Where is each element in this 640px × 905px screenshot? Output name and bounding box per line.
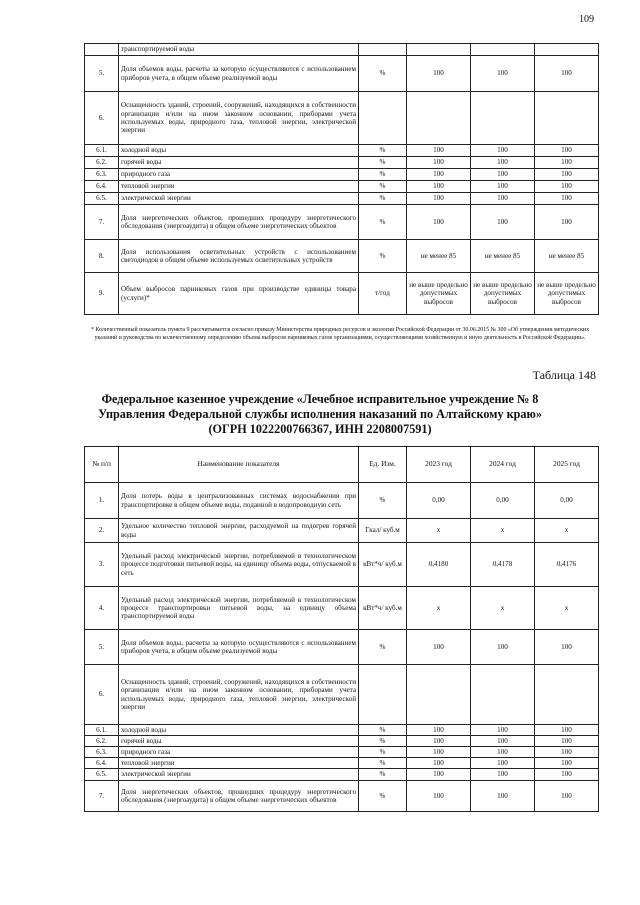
table-row [85,543,599,587]
table-row [85,665,599,725]
table-row [85,736,599,747]
indicator-name: природного газа [119,747,359,758]
value-2025: 100 [535,747,599,758]
unit: % [359,747,407,758]
value-2023: 0,4180 [407,543,471,587]
value-2024: 100 [471,169,535,181]
indicators-table-continued [84,43,599,315]
value-2023: 100 [407,157,471,169]
unit: % [359,736,407,747]
value-2024: не менее 85 [471,240,535,273]
row-number: 6. [85,92,119,145]
row-number: 4. [85,587,119,630]
indicator-name: Доля объемов воды, расчеты за которую осуществляются с использованием приборов учета, в общем объеме реализуемой воды [119,630,359,665]
table-row [85,56,599,92]
table-row [85,240,599,273]
value-2023: 100 [407,205,471,240]
unit: % [359,769,407,781]
page-number: 109 [579,14,594,25]
header-2023: 2023 год [407,447,471,483]
unit: Гкал/ куб.м [359,519,407,543]
row-number: 6.1. [85,145,119,157]
value-2023: 100 [407,781,471,812]
row-number: 3. [85,543,119,587]
row-number: 6.2. [85,157,119,169]
org-line-3: (ОГРН 1022200766367, ИНН 2208007591) [208,422,432,436]
value-2024: 100 [471,758,535,769]
unit: % [359,157,407,169]
value-2024: 100 [471,145,535,157]
value-2024: 100 [471,193,535,205]
indicator-name: холодной воды [119,725,359,736]
value-2024: 100 [471,747,535,758]
value-2024: 100 [471,205,535,240]
value-2025: 100 [535,725,599,736]
indicator-name: природного газа [119,169,359,181]
header-num: № п/п [85,447,119,483]
header-2024: 2024 год [471,447,535,483]
table-label: Таблица 148 [532,368,596,382]
indicator-name: Объем выбросов парниковых газов при производстве единицы товара (услуги)* [119,273,359,315]
value-2025: не менее 85 [535,240,599,273]
value-2023: не выше предельно допустимых выбросов [407,273,471,315]
table-row [85,169,599,181]
value-2023: не менее 85 [407,240,471,273]
organization-heading [90,392,550,437]
value-2023 [407,92,471,145]
unit: % [359,781,407,812]
table-row [85,145,599,157]
value-2025: 100 [535,758,599,769]
value-2023: 100 [407,56,471,92]
value-2024: 100 [471,630,535,665]
unit: % [359,758,407,769]
table-row [85,181,599,193]
unit: % [359,193,407,205]
value-2024: х [471,519,535,543]
value-2024: 100 [471,736,535,747]
indicator-name: электрической энергии [119,769,359,781]
table-row [85,758,599,769]
value-2025: 0,00 [535,483,599,519]
value-2023: 100 [407,169,471,181]
row-number: 6.5. [85,193,119,205]
unit: % [359,56,407,92]
value-2025 [535,665,599,725]
value-2025: 100 [535,781,599,812]
value-2024: 100 [471,725,535,736]
row-number: 5. [85,630,119,665]
value-2025 [535,44,599,56]
indicator-name: Оснащенность зданий, строений, сооружений, находящихся в собственности организации и/или на ином законном основании, приборами учета используемых воды, природного газа, тепловой энергии, электрической энергии [119,92,359,145]
table-row [85,483,599,519]
row-number: 6.5. [85,769,119,781]
row-number: 6.4. [85,181,119,193]
value-2024 [471,92,535,145]
value-2023: 100 [407,145,471,157]
value-2024: 0,00 [471,483,535,519]
table-row [85,273,599,315]
unit: % [359,630,407,665]
indicator-name: Доля энергетических объектов, прошедших процедуру энергетического обследования (энергоаудита) в общем объеме энергетических объектов [119,205,359,240]
indicator-name: тепловой энергии [119,758,359,769]
value-2023: 0,00 [407,483,471,519]
unit [359,665,407,725]
value-2025: 100 [535,630,599,665]
indicator-name: Доля потерь воды в централизованных системах водоснабжения при транспортировке в общем объеме воды, поданной в водопроводную сеть [119,483,359,519]
indicator-name: Удельное количество тепловой энергии, расходуемой на подогрев горячей воды [119,519,359,543]
unit: % [359,205,407,240]
table-row [85,725,599,736]
value-2024 [471,665,535,725]
indicator-name: электрической энергии [119,193,359,205]
value-2023: 100 [407,769,471,781]
value-2023: 100 [407,747,471,758]
indicator-name: горячей воды [119,157,359,169]
row-number: 8. [85,240,119,273]
value-2025: х [535,519,599,543]
header-2025: 2025 год [535,447,599,483]
value-2024: 100 [471,181,535,193]
row-number: 2. [85,519,119,543]
unit: % [359,240,407,273]
value-2025: 100 [535,157,599,169]
row-number: 7. [85,205,119,240]
value-2025: 100 [535,169,599,181]
unit: кВт*ч/ куб.м [359,543,407,587]
table-row [85,519,599,543]
unit: % [359,483,407,519]
table-row [85,769,599,781]
indicator-name: Доля использования осветительных устройств с использованием светодиодов в общем объеме используемых осветительных устройств [119,240,359,273]
row-number: 6.3. [85,747,119,758]
org-line-1: Федеральное казенное учреждение «Лечебное исправительное учреждение № 8 [101,392,539,406]
footnote: * Количественный показатель пункта 9 рассчитывается согласно приказу Министерства природных ресурсов и экологии Российской Федерации от 30.06.2015 № 300 «Об утверждении методических указаний и руководства по количественному определению объема выбросов парниковых газов организациями, осуществляющими хозяйственную и иную деятельность в Российской Федерации». [90,327,590,341]
value-2023: 100 [407,193,471,205]
table-row [85,92,599,145]
value-2023: 100 [407,725,471,736]
row-number: 1. [85,483,119,519]
unit: % [359,169,407,181]
row-number: 9. [85,273,119,315]
value-2024 [471,44,535,56]
row-number: 7. [85,781,119,812]
table-row [85,781,599,812]
value-2023: х [407,519,471,543]
row-number: 5. [85,56,119,92]
header-name: Наименование показателя [119,447,359,483]
value-2024: не выше предельно допустимых выбросов [471,273,535,315]
unit: т/год [359,273,407,315]
value-2025: не выше предельно допустимых выбросов [535,273,599,315]
value-2025: 100 [535,769,599,781]
value-2023: х [407,587,471,630]
value-2024: 100 [471,781,535,812]
value-2025: 100 [535,56,599,92]
row-number [85,44,119,56]
table-row [85,205,599,240]
indicator-name: горячей воды [119,736,359,747]
table-header-row [85,447,599,483]
value-2025: 0,4176 [535,543,599,587]
indicator-name: Удельный расход электрической энергии, потребляемой в технологическом процессе подготовки питьевой воды, на единицу объема воды, отпускаемой в сеть [119,543,359,587]
value-2025: 100 [535,145,599,157]
value-2023: 100 [407,758,471,769]
table-row [85,157,599,169]
indicator-name: Доля объемов воды, расчеты за которую осуществляются с использованием приборов учета, в общем объеме реализуемой воды [119,56,359,92]
value-2023: 100 [407,181,471,193]
row-number: 6.3. [85,169,119,181]
unit: % [359,725,407,736]
row-number: 6.4. [85,758,119,769]
header-unit: Ед. Изм. [359,447,407,483]
table-row [85,747,599,758]
value-2023 [407,44,471,56]
value-2024: 100 [471,56,535,92]
indicator-name: Удельный расход электрической энергии, потребляемой в технологическом процессе транспортировки питьевой воды, на единицу объема транспортируемой воды [119,587,359,630]
table-row [85,193,599,205]
value-2024: х [471,587,535,630]
value-2023: 100 [407,630,471,665]
unit: % [359,145,407,157]
unit: кВт*ч/ куб.м [359,587,407,630]
value-2025: 100 [535,181,599,193]
value-2025: 100 [535,193,599,205]
value-2023: 100 [407,736,471,747]
row-number: 6.2. [85,736,119,747]
indicator-name: холодной воды [119,145,359,157]
value-2025: 100 [535,736,599,747]
value-2024: 100 [471,769,535,781]
unit [359,44,407,56]
value-2024: 100 [471,157,535,169]
value-2025: 100 [535,205,599,240]
value-2023 [407,665,471,725]
row-number: 6.1. [85,725,119,736]
row-number: 6. [85,665,119,725]
table-row [85,587,599,630]
table-row [85,630,599,665]
indicator-name: Доля энергетических объектов, прошедших процедуру энергетического обследования (энергоаудита) в общем объеме энергетических объектов [119,781,359,812]
indicators-table-148 [84,446,599,812]
table-row [85,44,599,56]
org-line-2: Управления Федеральной службы исполнения наказаний по Алтайскому краю» [98,407,542,421]
indicator-name: транспортируемой воды [119,44,359,56]
unit: % [359,181,407,193]
value-2024: 0,4178 [471,543,535,587]
unit [359,92,407,145]
indicator-name: Оснащенность зданий, строений, сооружений, находящихся в собственности организации и/или на ином законном основании, приборами учета используемых воды, природного газа, тепловой энергии, электрической энергии [119,665,359,725]
indicator-name: тепловой энергии [119,181,359,193]
value-2025 [535,92,599,145]
value-2025: х [535,587,599,630]
